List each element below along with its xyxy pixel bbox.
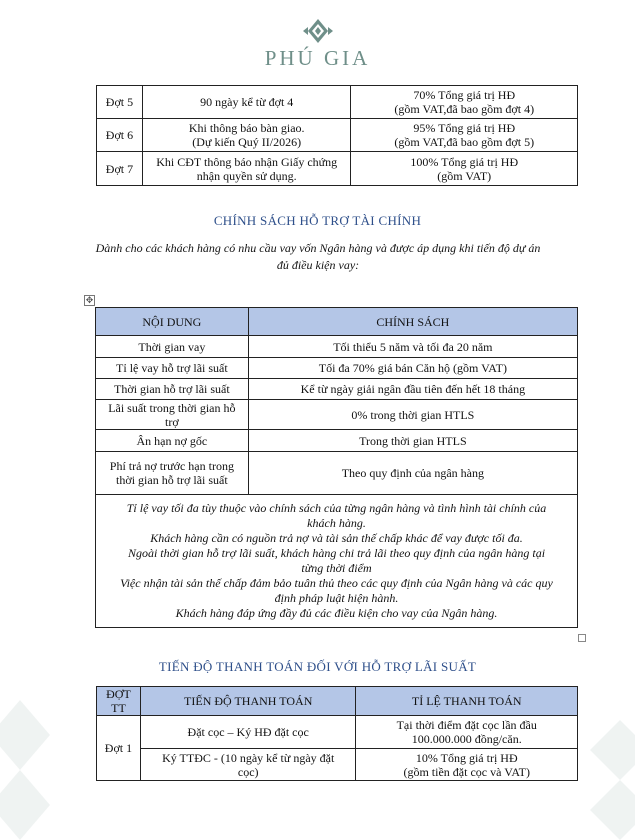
table-move-handle-icon[interactable]: ✥	[85, 295, 94, 305]
content-cell: Lãi suất trong thời gian hỗ trợ	[96, 400, 249, 430]
watermark-ornament-icon	[580, 720, 635, 840]
table-header-row	[97, 687, 578, 716]
table-resize-handle[interactable]	[578, 634, 586, 642]
policy-cell: Kể từ ngày giải ngân đầu tiên đến hết 18 tháng	[248, 379, 577, 400]
watermark-ornament-icon	[0, 700, 60, 840]
rate-cell: 70% Tổng giá trị HĐ (gồm VAT,đã bao gồm đợt 4)	[351, 86, 578, 119]
rate-cell: 95% Tổng giá trị HĐ (gồm VAT,đã bao gồm đợt 5)	[351, 119, 578, 152]
table-row	[97, 86, 578, 119]
timing-cell: 90 ngày kể từ đợt 4	[142, 86, 351, 119]
payment-schedule-table	[96, 85, 578, 186]
progress-cell: Ký TTĐC - (10 ngày kể từ ngày đặt cọc)	[140, 749, 356, 781]
notes-cell: Tỉ lệ vay tối đa tùy thuộc vào chính sách của từng ngân hàng và tình hình tài chính của khách hàng. Khách hàng cần có nguồn trả nợ và tài sản thế chấp khác để vay được tối đa. Ngoài thời gian hỗ trợ lãi suất, khách hàng chi trả lãi theo quy định của ngân hàng tại từng thời điểm Việc nhận tài sản thế chấp đảm bảo tuân thủ theo các quy định của Ngân hàng và các quy định pháp luật hiện hành. Khách hàng đáp ứng đầy đủ các điều kiện cho vay của Ngân hàng.	[96, 495, 578, 628]
stage-cell: Đợt 1	[97, 716, 141, 781]
rate-cell: 100% Tổng giá trị HĐ (gồm VAT)	[351, 152, 578, 186]
interest-schedule-table	[96, 686, 578, 781]
lotus-emblem-icon	[300, 18, 336, 44]
table-row	[97, 152, 578, 186]
stage-cell: Đợt 7	[97, 152, 143, 186]
rate-cell: 10% Tổng giá trị HĐ (gồm tiền đặt cọc và VAT)	[356, 749, 578, 781]
table-row	[96, 358, 578, 379]
notes-row	[96, 495, 578, 628]
content-cell: Tỉ lệ vay hỗ trợ lãi suất	[96, 358, 249, 379]
column-header-content: NỘI DUNG	[96, 308, 249, 336]
policy-cell: Theo quy định của ngân hàng	[248, 452, 577, 495]
policy-cell: Tối đa 70% giá bán Căn hộ (gồm VAT)	[248, 358, 577, 379]
table-row	[96, 452, 578, 495]
table-header-row	[96, 308, 578, 336]
stage-cell: Đợt 6	[97, 119, 143, 152]
rate-cell: Tại thời điểm đặt cọc lần đầu 100.000.000 đồng/căn.	[356, 716, 578, 749]
brand-logo	[0, 18, 635, 71]
content-cell: Phí trả nợ trước hạn trong thời gian hỗ trợ lãi suất	[96, 452, 249, 495]
section-title-financial-policy: CHÍNH SÁCH HỖ TRỢ TÀI CHÍNH	[213, 213, 422, 228]
policy-cell: 0% trong thời gian HTLS	[248, 400, 577, 430]
policy-cell: Trong thời gian HTLS	[248, 430, 577, 452]
table-row	[97, 119, 578, 152]
content-cell: Thời gian hỗ trợ lãi suất	[96, 379, 249, 400]
column-header-progress: TIẾN ĐỘ THANH TOÁN	[140, 687, 356, 716]
table-row	[96, 336, 578, 358]
content-cell: Thời gian vay	[96, 336, 249, 358]
column-header-stage: ĐỢT TT	[97, 687, 141, 716]
table-row	[97, 749, 578, 781]
brand-name: PHÚ GIA	[264, 46, 371, 70]
policy-cell: Tối thiểu 5 năm và tối đa 20 năm	[248, 336, 577, 358]
table-row	[97, 716, 578, 749]
column-header-policy: CHÍNH SÁCH	[248, 308, 577, 336]
stage-cell: Đợt 5	[97, 86, 143, 119]
section-title-interest-schedule: TIẾN ĐỘ THANH TOÁN ĐỐI VỚI HỖ TRỢ LÃI SUẤT	[158, 659, 477, 674]
progress-cell: Đặt cọc – Ký HĐ đặt cọc	[140, 716, 356, 749]
timing-cell: Khi CĐT thông báo nhận Giấy chứng nhận quyền sử dụng.	[142, 152, 351, 186]
table-row	[96, 379, 578, 400]
timing-cell: Khi thông báo bàn giao. (Dự kiến Quý II/2026)	[142, 119, 351, 152]
financial-policy-table	[95, 307, 578, 628]
table-row	[96, 400, 578, 430]
column-header-rate: TỈ LỆ THANH TOÁN	[356, 687, 578, 716]
table-row	[96, 430, 578, 452]
content-cell: Ân hạn nợ gốc	[96, 430, 249, 452]
intro-text: Dành cho các khách hàng có nhu cầu vay vốn Ngân hàng và được áp dụng khi tiến độ dự án đủ điều kiện vay:	[95, 241, 541, 272]
